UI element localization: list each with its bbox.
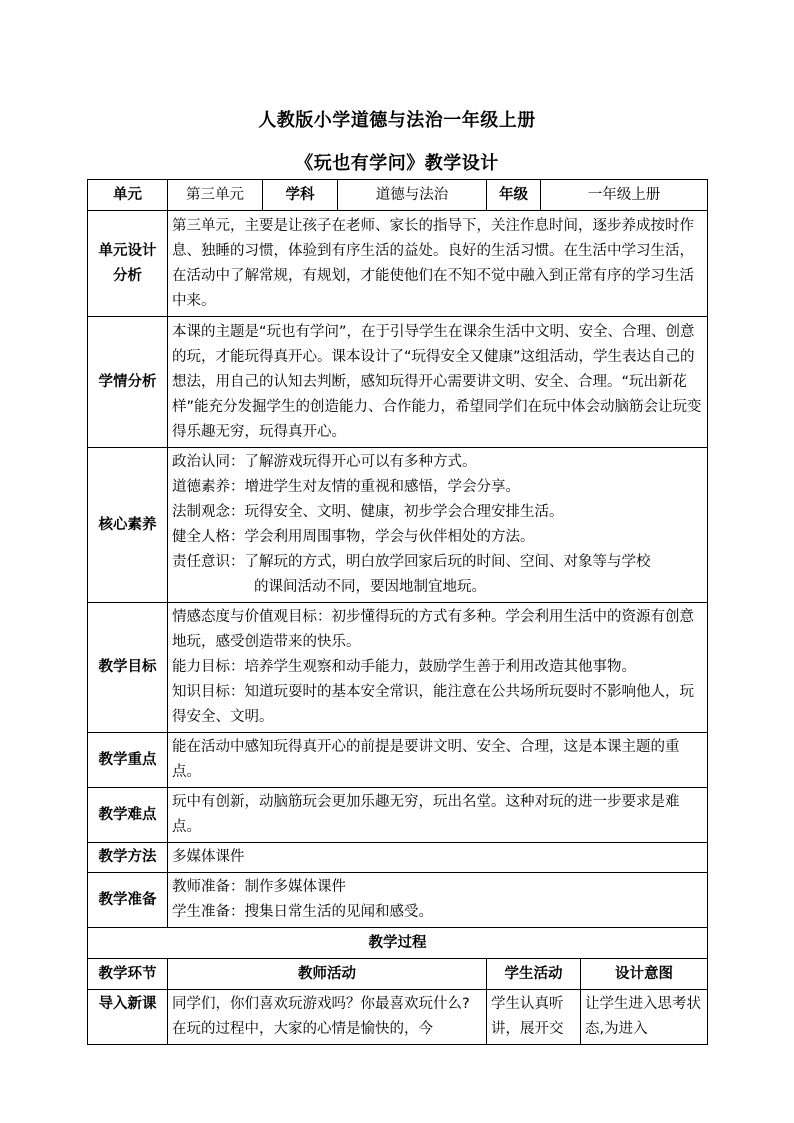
unit-design-label-line2: 分析: [113, 267, 142, 284]
process-heading-row: [88, 928, 708, 959]
design-intent-text: 让学生进入思考状态,为进入: [585, 996, 701, 1037]
process-design-intent: [581, 990, 708, 1045]
core-literacy-line: 道德素养：增进学生对友情的重视和感悟，学会分享。: [172, 479, 520, 495]
difficulties-label: 教学难点: [88, 788, 168, 843]
grade-label: 年级: [487, 180, 541, 211]
core-literacy-row: [88, 448, 708, 603]
student-analysis-row: [88, 317, 708, 448]
unit-value: 第三单元: [168, 180, 263, 211]
core-literacy-line: 法制观念：玩得安全、文明、健康，初步学会合理安排生活。: [172, 504, 564, 520]
teacher-activity-text: 同学们，你们喜欢玩游戏吗？你最喜欢玩什么?在玩的过程中，大家的心情是愉快的，今: [172, 996, 470, 1037]
student-analysis-text: 本课的主题是“玩也有学问”，在于引导学生在课余生活中文明、安全、合理、创意的玩，才能玩得真开心。课本设计了“玩得安全又健康”这组活动，学生表达自己的想法，用自己的认知去判断，感知玩得开心需要讲文明、安全、合理。“玩出新花样”能充分发掘学生的创造能力、合作能力，希望同学们在玩中体会动脑筋会让玩变得乐趣无穷，玩得真开心。: [168, 317, 708, 448]
core-literacy-line: 责任意识：了解玩的方式，明白放学回家后玩的时间、空间、对象等与学校: [172, 554, 651, 570]
methods-row: [88, 843, 708, 873]
col-stage-header: 教学环节: [88, 959, 168, 990]
key-points-label: 教学重点: [88, 733, 168, 788]
goal-paragraph: 能力目标：培养学生观察和动手能力，鼓励学生善于利用改造其他事物。: [172, 659, 636, 675]
teaching-goals-label: 教学目标: [88, 603, 168, 733]
core-literacy-text: [168, 448, 708, 603]
lesson-plan-table: [87, 179, 708, 1045]
header-row: [88, 180, 708, 211]
process-stage: 导入新课: [88, 990, 168, 1045]
core-literacy-continuation: 的课间活动不同，要因地制宜地玩。: [254, 579, 486, 595]
student-analysis-label: 学情分析: [88, 317, 168, 448]
core-literacy-label: 核心素养: [88, 448, 168, 603]
lesson-title: 《玩也有学问》教学设计: [295, 153, 499, 174]
student-activity-text: 学生认真听讲，展开交: [491, 996, 564, 1037]
process-student-activity: [487, 990, 581, 1045]
teaching-goals-row: [88, 603, 708, 733]
col-teacher-header: 教师活动: [168, 959, 487, 990]
key-points-row: [88, 733, 708, 788]
preparation-text: [168, 873, 708, 928]
document-title: 人教版小学道德与法治一年级上册: [258, 110, 536, 131]
grade-value: 一年级上册: [541, 180, 708, 211]
process-teacher-activity: [168, 990, 487, 1045]
core-literacy-line: 政治认同：了解游戏玩得开心可以有多种方式。: [172, 454, 477, 470]
col-student-header: 学生活动: [487, 959, 581, 990]
col-intent-header: 设计意图: [581, 959, 708, 990]
process-columns-row: [88, 959, 708, 990]
difficulties-text: 玩中有创新，动脑筋玩会更加乐趣无穷，玩出名堂。这种对玩的进一步要求是难点。: [168, 788, 708, 843]
preparation-row: [88, 873, 708, 928]
teaching-goals-text: [168, 603, 708, 733]
difficulties-row: [88, 788, 708, 843]
methods-text: 多媒体课件: [168, 843, 708, 873]
unit-design-text: 第三单元，主要是让孩子在老师、家长的指导下，关注作息时间，逐步养成按时作息、独睡的习惯，体验到有序生活的益处。良好的生活习惯。在生活中学习生活，在活动中了解常规，有规划，才能使他们在不知不觉中融入到正常有序的学习生活中来。: [168, 211, 708, 317]
unit-design-label-line1: 单元设计: [98, 242, 157, 259]
process-heading: 教学过程: [88, 928, 708, 959]
core-literacy-line: 健全人格：学会利用周围事物，学会与伙伴相处的方法。: [172, 529, 535, 545]
key-points-text: 能在活动中感知玩得真开心的前提是要讲文明、安全、合理，这是本课主题的重点。: [168, 733, 708, 788]
process-row: [88, 990, 708, 1045]
methods-label: 教学方法: [88, 843, 168, 873]
unit-label: 单元: [88, 180, 168, 211]
preparation-label: 教学准备: [88, 873, 168, 928]
goal-paragraph: 知识目标：知道玩耍时的基本安全常识，能注意在公共场所玩耍时不影响他人，玩得安全、文明。: [172, 684, 694, 725]
subject-label: 学科: [263, 180, 338, 211]
subject-value: 道德与法治: [338, 180, 487, 211]
teacher-preparation: 教师准备：制作多媒体课件: [172, 879, 346, 895]
unit-design-label: [88, 211, 168, 317]
student-preparation: 学生准备：搜集日常生活的见闻和感受。: [172, 904, 433, 920]
unit-design-row: [88, 211, 708, 317]
goal-paragraph: 情感态度与价值观目标：初步懂得玩的方式有多种。学会利用生活中的资源有创意地玩，感受创造带来的快乐。: [172, 609, 694, 650]
